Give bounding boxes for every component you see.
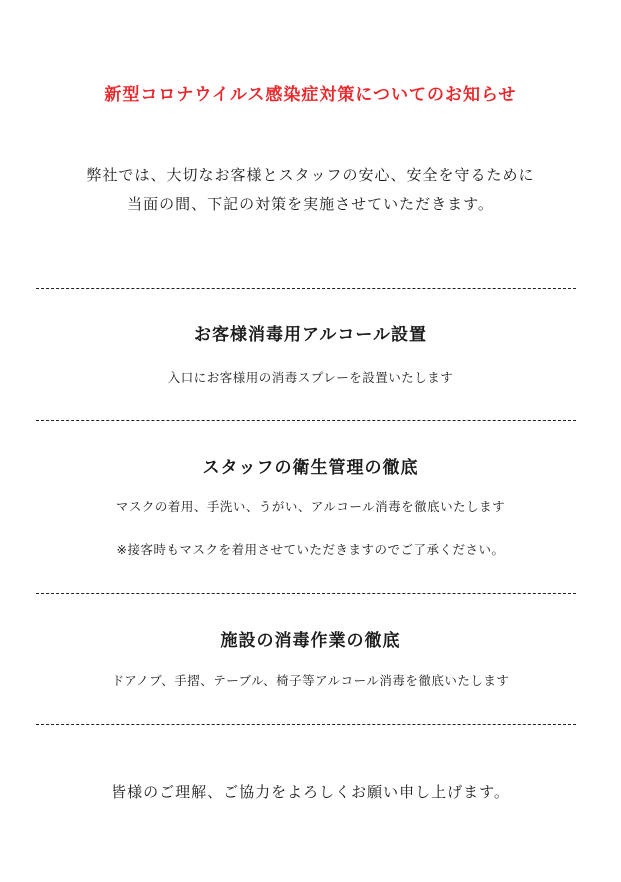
section-divider: [36, 420, 576, 421]
section-text-facility-disinfection: ドアノブ、手摺、テーブル、椅子等アルコール消毒を徹底いたします: [111, 673, 510, 688]
section-divider: [36, 724, 576, 725]
notice-title: 新型コロナウイルス感染症対策についてのお知らせ: [104, 85, 517, 105]
section-text-alcohol: 入口にお客様用の消毒スプレーを設置いたします: [167, 370, 454, 385]
section-divider: [36, 593, 576, 594]
section-heading-staff-hygiene: スタッフの衛生管理の徹底: [202, 458, 419, 478]
section-heading-alcohol: お客様消毒用アルコール設置: [194, 325, 427, 345]
section-divider: [36, 288, 576, 289]
section-note-mask: ※接客時もマスクを着用させていただきますのでご了承ください。: [116, 542, 505, 557]
intro-line-2: 当面の間、下記の対策を実施させていただきます。: [127, 195, 494, 213]
section-text-staff-hygiene: マスクの着用、手洗い、うがい、アルコール消毒を徹底いたします: [115, 499, 506, 514]
section-heading-facility-disinfection: 施設の消毒作業の徹底: [220, 631, 401, 651]
intro-line-1: 弊社では、大切なお客様とスタッフの安心、安全を守るために: [86, 166, 535, 184]
closing-message: 皆様のご理解、ご協力をよろしくお願い申し上げます。: [111, 783, 510, 801]
